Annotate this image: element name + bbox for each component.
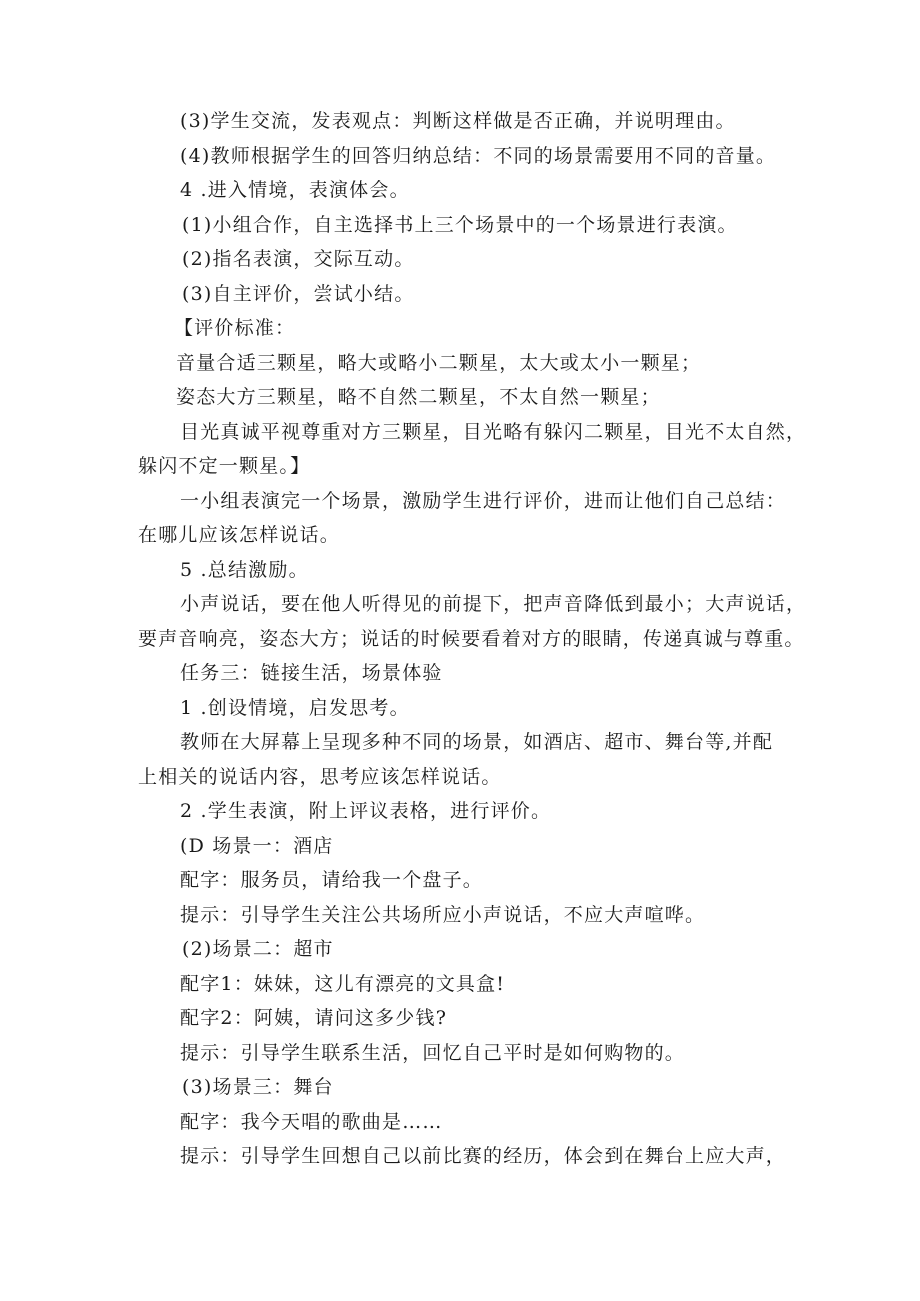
text-line: 2 .学生表演，附上评议表格，进行评价。 (180, 800, 552, 822)
text-line: 目光真诚平视尊重对方三颗星，目光略有躲闪二颗星，目光不太自然， (180, 420, 807, 443)
text-line: 提示：引导学生回想自己以前比赛的经历，体会到在舞台上应大声， (180, 1145, 787, 1167)
document-body (138, 104, 810, 1174)
text-line: 音量合适三颗星，略大或略小二颗星，太大或太小一颗星； (176, 351, 702, 374)
text-line: (4)教师根据学生的回答归纳总结：不同的场景需要用不同的音量。 (180, 144, 777, 167)
text-line: (2)指名表演，交际互动。 (182, 248, 415, 270)
text-line: 配字：我今天唱的歌曲是…… (180, 1110, 443, 1133)
text-line: (1)小组合作，自主选择书上三个场景中的一个场景进行表演。 (182, 213, 738, 236)
text-line: (3)学生交流，发表观点：判断这样做是否正确，并说明理由。 (180, 110, 736, 132)
text-line: 提示：引导学生关注公共场所应小声说话，不应大声喧哗。 (180, 903, 706, 926)
text-line: 要声音响亮，姿态大方；说话的时候要看着对方的眼睛，传递真诚与尊重。 (138, 627, 805, 650)
text-line: 在哪儿应该怎样说话。 (138, 524, 341, 546)
text-line: 姿态大方三颗星，略不自然二颗星，不太自然一颗星； (176, 386, 661, 408)
text-line: 【评价标准： (174, 317, 296, 339)
text-line: 小声说话，要在他人听得见的前提下，把声音降低到最小；大声说话， (180, 593, 807, 615)
text-line: 配字1：妹妹，这儿有漂亮的文具盒! (180, 972, 506, 995)
text-line: (3)场景三：舞台 (182, 1076, 334, 1098)
text-line: (2)场景二：超市 (182, 938, 334, 960)
text-line: 5 .总结激励。 (180, 558, 309, 581)
text-line: 上相关的说话内容，思考应该怎样说话。 (138, 765, 502, 788)
text-line: 配字2：阿姨，请问这多少钱? (180, 1007, 448, 1029)
text-line: (3)自主评价，尝试小结。 (182, 282, 415, 305)
text-line: 配字：服务员，请给我一个盘子。 (180, 869, 484, 891)
text-line: 提示：引导学生联系生活，回忆自己平时是如何购物的。 (180, 1041, 686, 1064)
text-line: 4 .进入情境，表演体会。 (180, 179, 410, 201)
text-line: (D 场景一：酒店 (180, 834, 334, 857)
text-line: 一小组表演完一个场景，激励学生进行评价，进而让他们自己总结： (180, 489, 787, 512)
text-line: 1 .创设情境，启发思考。 (180, 696, 410, 719)
text-line: 躲闪不定一颗星。】 (138, 455, 311, 477)
text-line: 教师在大屏幕上呈现多种不同的场景，如酒店、超市、舞台等,并配 (180, 731, 774, 753)
section-heading: 任务三：链接生活，场景体验 (180, 662, 443, 684)
